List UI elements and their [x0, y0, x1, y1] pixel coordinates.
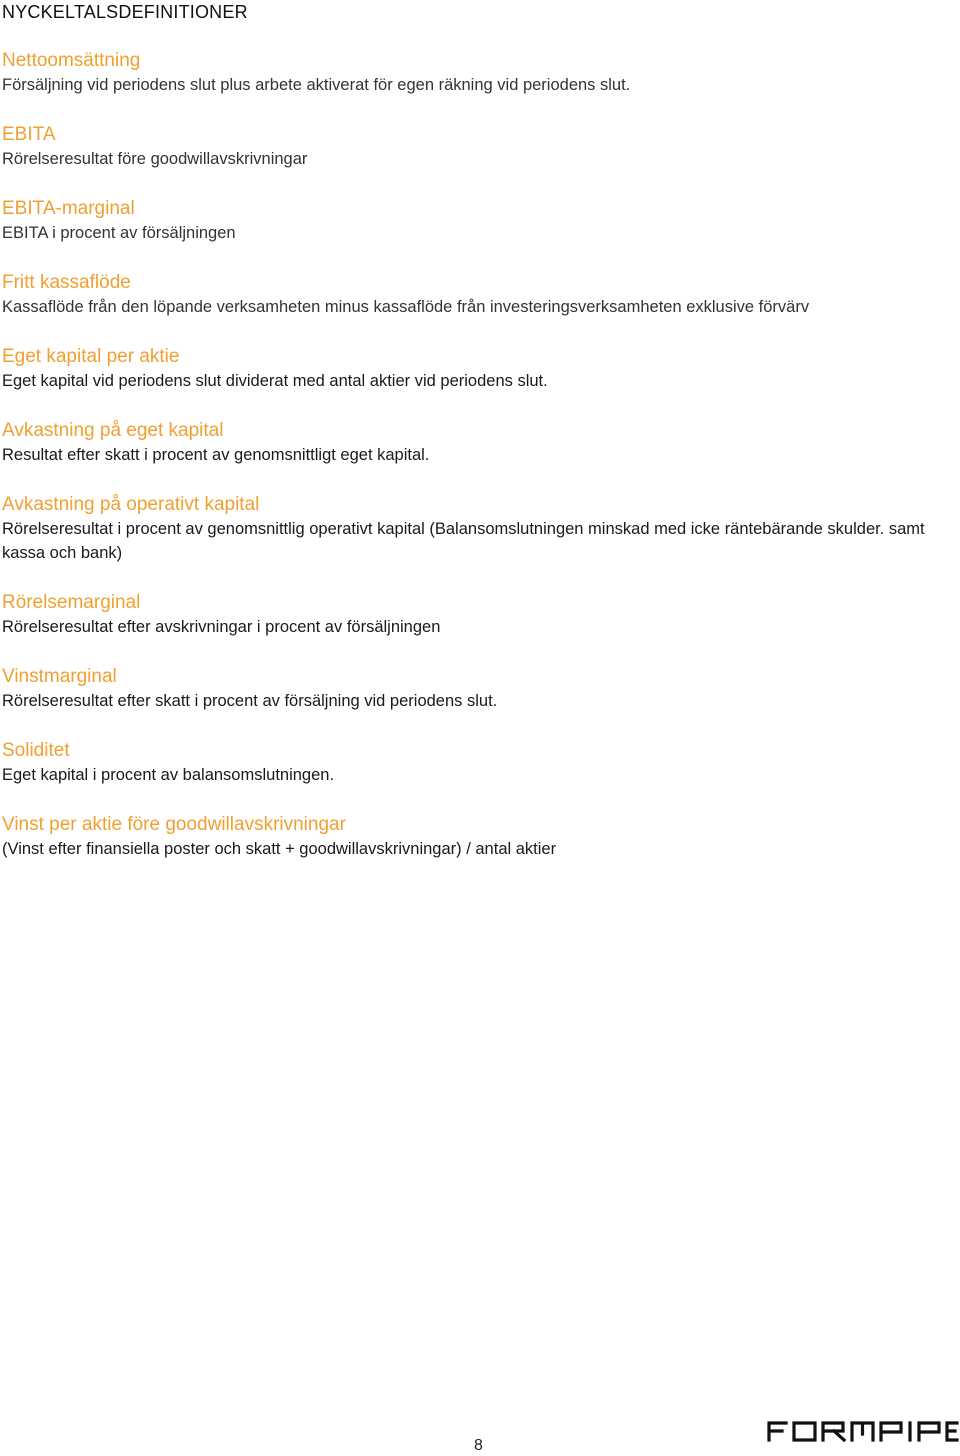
- definition-description: Eget kapital vid periodens slut dividerat med antal aktier vid periodens slut.: [2, 372, 548, 390]
- definition-term: EBITA-marginal: [2, 198, 135, 219]
- definition-description: Rörelseresultat efter avskrivningar i procent av försäljningen: [2, 618, 441, 636]
- definition-item: [2, 418, 960, 467]
- definition-term: Rörelsemarginal: [2, 592, 141, 613]
- page-number: 8: [474, 1437, 483, 1454]
- definition-term: Avkastning på eget kapital: [2, 420, 224, 441]
- definition-description: Kassaflöde från den löpande verksamheten minus kassaflöde från investeringsverksamheten exklusive förvärv: [2, 298, 810, 316]
- definition-description: Eget kapital i procent av balansomslutningen.: [2, 766, 335, 784]
- definition-term: Nettoomsättning: [2, 50, 141, 71]
- definition-item: [2, 590, 960, 639]
- definition-term: Fritt kassaflöde: [2, 272, 131, 293]
- definition-description: Resultat efter skatt i procent av genomsnittligt eget kapital.: [2, 446, 430, 464]
- definitions-list: [2, 48, 960, 886]
- definition-item: [2, 664, 960, 713]
- definition-description: Rörelseresultat efter skatt i procent av försäljning vid periodens slut.: [2, 692, 498, 710]
- definition-item: [2, 344, 960, 393]
- definition-term: Eget kapital per aktie: [2, 346, 180, 367]
- definition-item: [2, 48, 960, 97]
- definition-term: Vinstmarginal: [2, 666, 117, 687]
- definition-item: [2, 492, 960, 565]
- definition-term: Avkastning på operativt kapital: [2, 494, 260, 515]
- definition-term: EBITA: [2, 124, 56, 145]
- definition-item: [2, 812, 960, 861]
- definition-term: Soliditet: [2, 740, 70, 761]
- definition-description: (Vinst efter finansiella poster och skatt + goodwillavskrivningar) / antal aktier: [2, 840, 557, 858]
- definition-description: Rörelseresultat i procent av genomsnittlig operativt kapital (Balansomslutningen minskad med icke räntebärande skulder. samt kassa och bank): [2, 520, 925, 562]
- formpipe-logo-icon: [766, 1420, 960, 1442]
- definition-item: [2, 738, 960, 787]
- definition-item: [2, 270, 960, 319]
- definition-item: [2, 122, 960, 171]
- definition-description: EBITA i procent av försäljningen: [2, 224, 236, 242]
- definition-description: Rörelseresultat före goodwillavskrivningar: [2, 150, 308, 168]
- definition-item: [2, 196, 960, 245]
- definition-description: Försäljning vid periodens slut plus arbete aktiverat för egen räkning vid periodens slut.: [2, 76, 631, 94]
- page-title: NYCKELTALSDEFINITIONER: [2, 2, 248, 22]
- definition-term: Vinst per aktie före goodwillavskrivningar: [2, 814, 346, 835]
